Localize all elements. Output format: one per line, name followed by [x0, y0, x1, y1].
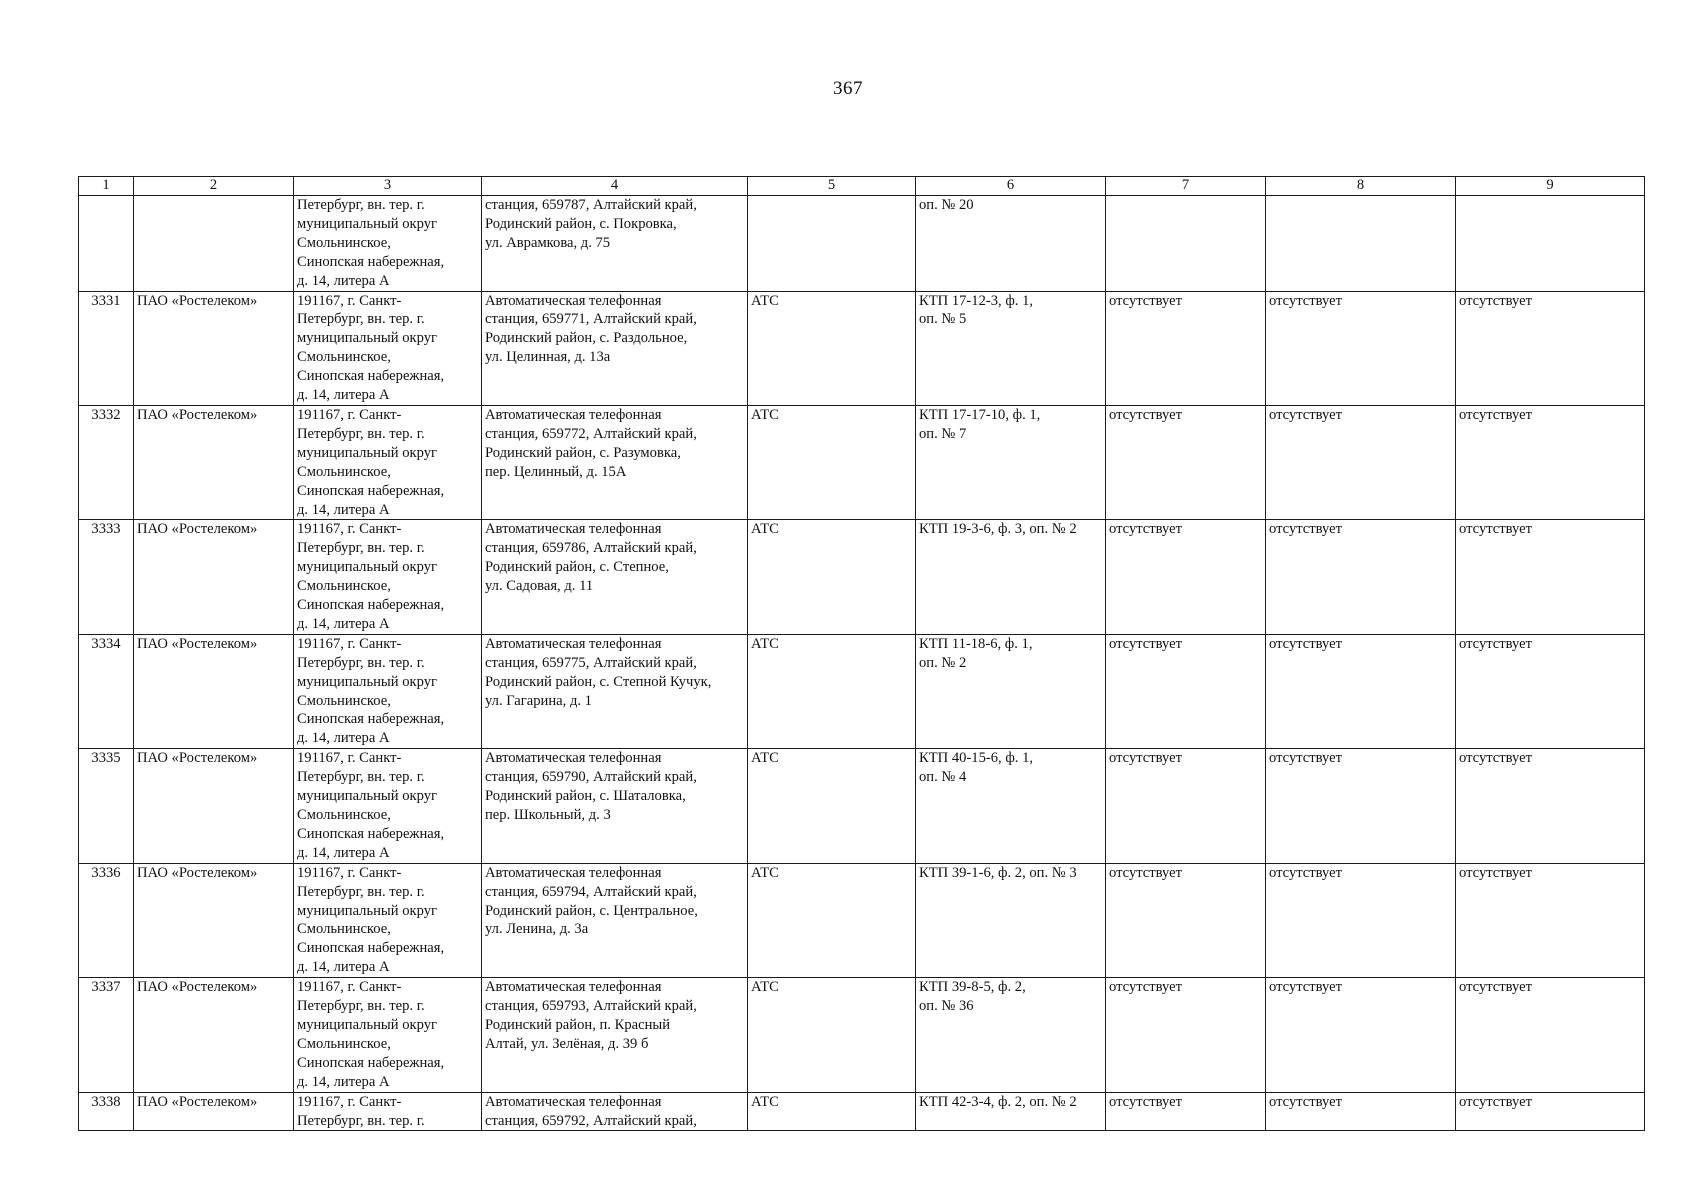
- organization-cell: ПАО «Ростелеком»: [134, 978, 294, 1092]
- column-9-cell: [1456, 196, 1645, 292]
- location-cell: Автоматическая телефонная станция, 659790, Алтайский край, Родинский район, с. Шаталовка, пер. Школьный, д. 3: [482, 749, 748, 863]
- object-type-cell: АТС: [748, 520, 916, 634]
- column-header-6: 6: [916, 177, 1106, 196]
- column-9-cell: отсутствует: [1456, 1092, 1645, 1131]
- connection-point-cell: КТП 19-3-6, ф. 3, оп. № 2: [916, 520, 1106, 634]
- location-cell: Автоматическая телефонная станция, 659793, Алтайский край, Родинский район, п. Красный Алтай, ул. Зелёная, д. 39 б: [482, 978, 748, 1092]
- table-row: [79, 405, 1645, 519]
- location-cell: Автоматическая телефонная станция, 659772, Алтайский край, Родинский район, с. Разумовка, пер. Целинный, д. 15А: [482, 405, 748, 519]
- header-row: [79, 177, 1645, 196]
- object-type-cell: АТС: [748, 405, 916, 519]
- column-header-2: 2: [134, 177, 294, 196]
- table-row: [79, 291, 1645, 405]
- row-number: 3333: [79, 520, 134, 634]
- row-number: 3332: [79, 405, 134, 519]
- column-7-cell: отсутствует: [1106, 520, 1266, 634]
- table-row: [79, 1092, 1645, 1131]
- connection-point-cell: КТП 39-1-6, ф. 2, оп. № 3: [916, 863, 1106, 977]
- address-cell: 191167, г. Санкт- Петербург, вн. тер. г. муниципальный округ Смольнинское, Синопская набережная, д. 14, литера А: [294, 520, 482, 634]
- organization-cell: [134, 196, 294, 292]
- column-8-cell: отсутствует: [1266, 749, 1456, 863]
- location-cell: станция, 659787, Алтайский край, Родинский район, с. Покровка, ул. Аврамкова, д. 75: [482, 196, 748, 292]
- column-7-cell: отсутствует: [1106, 405, 1266, 519]
- column-9-cell: отсутствует: [1456, 520, 1645, 634]
- column-7-cell: отсутствует: [1106, 749, 1266, 863]
- column-8-cell: отсутствует: [1266, 291, 1456, 405]
- address-cell: 191167, г. Санкт- Петербург, вн. тер. г. муниципальный округ Смольнинское, Синопская набережная, д. 14, литера А: [294, 863, 482, 977]
- connection-point-cell: КТП 17-12-3, ф. 1, оп. № 5: [916, 291, 1106, 405]
- location-cell: Автоматическая телефонная станция, 659786, Алтайский край, Родинский район, с. Степное, ул. Садовая, д. 11: [482, 520, 748, 634]
- column-7-cell: отсутствует: [1106, 863, 1266, 977]
- column-9-cell: отсутствует: [1456, 863, 1645, 977]
- address-cell: 191167, г. Санкт- Петербург, вн. тер. г. муниципальный округ Смольнинское, Синопская набережная, д. 14, литера А: [294, 405, 482, 519]
- registry-table: [78, 176, 1645, 1131]
- column-9-cell: отсутствует: [1456, 291, 1645, 405]
- row-number: 3334: [79, 634, 134, 748]
- address-cell: 191167, г. Санкт- Петербург, вн. тер. г. муниципальный округ Смольнинское, Синопская набережная, д. 14, литера А: [294, 634, 482, 748]
- column-header-1: 1: [79, 177, 134, 196]
- connection-point-cell: КТП 17-17-10, ф. 1, оп. № 7: [916, 405, 1106, 519]
- object-type-cell: [748, 196, 916, 292]
- column-header-9: 9: [1456, 177, 1645, 196]
- column-7-cell: отсутствует: [1106, 1092, 1266, 1131]
- row-number: 3336: [79, 863, 134, 977]
- column-8-cell: отсутствует: [1266, 520, 1456, 634]
- object-type-cell: АТС: [748, 1092, 916, 1131]
- column-header-5: 5: [748, 177, 916, 196]
- column-7-cell: отсутствует: [1106, 978, 1266, 1092]
- column-8-cell: отсутствует: [1266, 1092, 1456, 1131]
- row-number: [79, 196, 134, 292]
- row-number: 3338: [79, 1092, 134, 1131]
- organization-cell: ПАО «Ростелеком»: [134, 634, 294, 748]
- row-number: 3331: [79, 291, 134, 405]
- address-cell: 191167, г. Санкт- Петербург, вн. тер. г.: [294, 1092, 482, 1131]
- object-type-cell: АТС: [748, 291, 916, 405]
- table-row: [79, 978, 1645, 1092]
- object-type-cell: АТС: [748, 634, 916, 748]
- row-number: 3337: [79, 978, 134, 1092]
- connection-point-cell: КТП 40-15-6, ф. 1, оп. № 4: [916, 749, 1106, 863]
- object-type-cell: АТС: [748, 863, 916, 977]
- row-number: 3335: [79, 749, 134, 863]
- address-cell: Петербург, вн. тер. г. муниципальный округ Смольнинское, Синопская набережная, д. 14, литера А: [294, 196, 482, 292]
- column-9-cell: отсутствует: [1456, 634, 1645, 748]
- table-row: [79, 520, 1645, 634]
- object-type-cell: АТС: [748, 978, 916, 1092]
- table-row: [79, 749, 1645, 863]
- organization-cell: ПАО «Ростелеком»: [134, 749, 294, 863]
- column-header-4: 4: [482, 177, 748, 196]
- column-7-cell: отсутствует: [1106, 634, 1266, 748]
- organization-cell: ПАО «Ростелеком»: [134, 1092, 294, 1131]
- column-9-cell: отсутствует: [1456, 405, 1645, 519]
- connection-point-cell: КТП 11-18-6, ф. 1, оп. № 2: [916, 634, 1106, 748]
- organization-cell: ПАО «Ростелеком»: [134, 291, 294, 405]
- connection-point-cell: КТП 39-8-5, ф. 2, оп. № 36: [916, 978, 1106, 1092]
- column-8-cell: отсутствует: [1266, 978, 1456, 1092]
- column-header-8: 8: [1266, 177, 1456, 196]
- column-8-cell: [1266, 196, 1456, 292]
- table-row: [79, 863, 1645, 977]
- table-row: [79, 634, 1645, 748]
- column-8-cell: отсутствует: [1266, 863, 1456, 977]
- address-cell: 191167, г. Санкт- Петербург, вн. тер. г. муниципальный округ Смольнинское, Синопская набережная, д. 14, литера А: [294, 291, 482, 405]
- object-type-cell: АТС: [748, 749, 916, 863]
- location-cell: Автоматическая телефонная станция, 659794, Алтайский край, Родинский район, с. Центральное, ул. Ленина, д. 3а: [482, 863, 748, 977]
- column-7-cell: отсутствует: [1106, 291, 1266, 405]
- location-cell: Автоматическая телефонная станция, 659771, Алтайский край, Родинский район, с. Раздольное, ул. Целинная, д. 13а: [482, 291, 748, 405]
- location-cell: Автоматическая телефонная станция, 659792, Алтайский край,: [482, 1092, 748, 1131]
- organization-cell: ПАО «Ростелеком»: [134, 863, 294, 977]
- column-9-cell: отсутствует: [1456, 978, 1645, 1092]
- page-number: 367: [833, 78, 863, 99]
- organization-cell: ПАО «Ростелеком»: [134, 405, 294, 519]
- table-row: [79, 196, 1645, 292]
- address-cell: 191167, г. Санкт- Петербург, вн. тер. г. муниципальный округ Смольнинское, Синопская набережная, д. 14, литера А: [294, 978, 482, 1092]
- column-header-3: 3: [294, 177, 482, 196]
- organization-cell: ПАО «Ростелеком»: [134, 520, 294, 634]
- column-8-cell: отсутствует: [1266, 405, 1456, 519]
- connection-point-cell: оп. № 20: [916, 196, 1106, 292]
- location-cell: Автоматическая телефонная станция, 659775, Алтайский край, Родинский район, с. Степной Кучук, ул. Гагарина, д. 1: [482, 634, 748, 748]
- address-cell: 191167, г. Санкт- Петербург, вн. тер. г. муниципальный округ Смольнинское, Синопская набережная, д. 14, литера А: [294, 749, 482, 863]
- connection-point-cell: КТП 42-3-4, ф. 2, оп. № 2: [916, 1092, 1106, 1131]
- column-header-7: 7: [1106, 177, 1266, 196]
- column-9-cell: отсутствует: [1456, 749, 1645, 863]
- column-8-cell: отсутствует: [1266, 634, 1456, 748]
- column-7-cell: [1106, 196, 1266, 292]
